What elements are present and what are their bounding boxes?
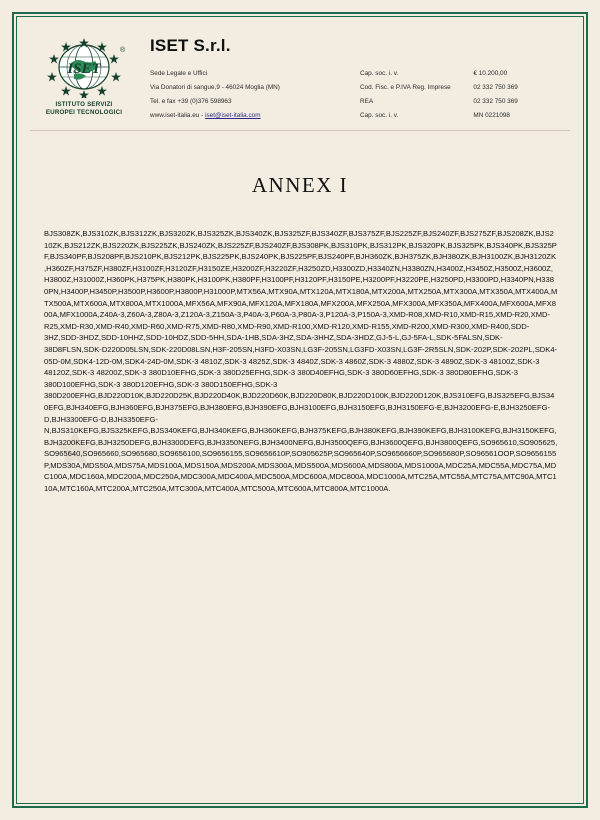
company-name: ISET S.r.l. [150, 36, 231, 55]
globe-stars-logo-icon [40, 36, 128, 98]
info-left: Via Donatori di sangue,9 - 46024 Moglia (MN) [150, 83, 280, 91]
company-logo [30, 34, 138, 117]
info-right: € 10.200,00 [473, 69, 508, 77]
svg-text:ISET: ISET [67, 61, 101, 77]
info-middle: Cap. soc. i. v. [360, 69, 399, 77]
logo-caption [30, 101, 138, 117]
company-details [138, 34, 570, 122]
info-left-website [150, 108, 360, 122]
logo-caption-line-2: EUROPEI TECNOLOGICI [45, 109, 123, 116]
svg-text:®: ® [120, 47, 126, 54]
info-right: MN 0221098 [473, 111, 510, 119]
info-right: 02 332 750 369 [473, 97, 518, 105]
page-content [30, 28, 570, 792]
info-left: Tel. e fax +39 (0)376 598963 [150, 97, 232, 105]
page-title: ANNEX I [251, 173, 349, 197]
website-text: www.iset-italia.eu - [150, 111, 206, 119]
annex-part-number-list: BJS308ZK,BJS310ZK,BJS312ZK,BJS320ZK,BJS325ZK,BJS340ZK,BJS325ZF,BJS340ZF,BJS375ZF,BJS225ZF,BJS240ZF,BJS275ZF,BJS208ZK,BJS210ZK,BJS212ZK,BJS220ZK,BJS225ZK,BJS240ZK,BJS225ZF,BJS240ZF,BJS308PK,BJS310PK,BJS312PK,BJS320PK,BJS325PK,BJS340PK,BJS325PF,BJS340PF,BJS208PF,BJS210PK,BJS212PK,BJS225PK,BJS240PK,BJS225PF,BJS240PF,BJH360ZK,BJH375ZK,BJH380ZK,BJH3100ZK,BJH3120ZK,H360ZF,H375ZF,H380ZF,H3100ZF,H3120ZF,H3150ZE,H3200ZF,H3220ZF,H3250ZD,H3300ZD,H3340ZN,H3380ZN,H3400Z,H3450Z,H3500Z,H3600Z,H3800Z,H31000Z,H360PK,H375PK,H380PK,H3100PK,H380PF,H3100PF,H3120PF,H3150PE,H3200PF,H3220PE,H3250PD,H3300PD,H3340PN,H3380PN,H3400P,H3450P,H3500P,H3600P,H3800P,H31000P,MTX56A,MTX90A,MTX120A,MTX180A,MTX200A,MTX250A,MTX300A,MTX350A,MTX400A,MTX500A,MTX600A,MTX800A,MTX1000A,MFX56A,MFX90A,MFX120A,MFX180A,MFX200A,MFX250A,MFX300A,MFX350A,MFX400A,MFX600A,MFX800A,MFX1000A,Z40A-3,Z60A-3,Z80A-3,Z120A-3,Z150A-3,P40A-3,P60A-3,P80A-3,P120A-3,P150A-3,XMD-R08,XMD-R10,XMD-R15,XMD-R20,XMD-R25,XMD-R30,XMD-R40,XMD-R60,XMD-R75,XMD-R80,XMD-R90,XMD-R100,XMD-R120,XMD-R155,XMD-R200,XMD-R300,XMD-R400,SDD-3HZ,SDD-3HDZ,SDD-10HHZ,SDD-10HDZ,SDD-5HH,SDA-1HB,SDA-3HZ,SDA-3HHZ,SDA-3HDZ,GJ-5-L,GJ-5FA-L,SDK-5FALSN,SDK-38D8FLSN,SDK-D220D05LSN,SDK-220D08LSN,H3F-205SN,H3FD-X03SN,LG3F-205SN,LG3FD-X03SN,LG3F-2R5SLN,SDK-202P,SDK-202PL,SDK4-05D-0M,SDK4-12D-0M,SDK4-24D-0M,SDK-3 4810Z,SDK-3 4825Z,SDK-3 4840Z,SDK-3 4860Z,SDK-3 4880Z,SDK-3 4890Z,SDK-3 48100Z,SDK-3 48120Z,SDK-3 48200Z,SDK-3 380D10EFHG,SDK-3 380D25EFHG,SDK-3 380D40EFHG,SDK-3 380D60EFHG,SDK-3 380D80EFHG,SDK-3 380D100EFHG,SDK-3 380D120EFHG,SDK-3 380D150EFHG,SDK-3 380D200EFHG,BJD220D10K,BJD220D25K,BJD220D40K,BJD220D60K,BJD220D80K,BJD220D100K,BJD220D120K,BJS310EFG,BJS325EFG,BJS340EFG,BJH340EFG,BJH360EFG,BJH375EFG,BJH380EFG,BJH390EFG,BJH3100EFG,BJH3150EFG,BJH3150EFG-E,BJH3200EFG-E,BJH3250EFG-D,BJH3300EFG-D,BJH3350EFG-N,BJS310KEFG,BJS325KEFG,BJS340KEFG,BJH340KEFG,BJH360KEFG,BJH375KEFG,BJH380KEFG,BJH390KEFG,BJH3100KEFG,BJH3150KEFG,BJH3200KEFG,BJH3250DEFG,BJH3300DEFG,BJH3350NEFG,BJH3400NEFG,BJH3500QEFG,BJH3600QEFG,BJH3800QEFG,SO965610,SO905625,SO965640,SO965660,SO965680,SO9656100,SO9656155,SO9656610P,SO905625P,SO965640P,SO9656660P,SO965680P,SO96561OOP,SO9656155P,MDS30A,MDS50A,MDS75A,MDS100A,MDS150A,MDS200A,MDS300A,MDS500A,MDS600A,MDS800A,MDS1000A,MDC25A,MDC55A,MDC75A,MDC100A,MDC160A,MDC200A,MDC250A,MDC300A,MDC400A,MDC500A,MDC600A,MDC800A,MDC1000A,MTC25A,MTC55A,MTC75A,MTC90A,MTC110A,MTC160A,MTC200A,MTC250A,MTC300A,MTC400A,MTC500A,MTC600A,MTC800A,MTC1000A. [44, 229, 558, 494]
info-right: 02 332 750 369 [473, 83, 518, 91]
info-row [150, 80, 570, 94]
email-link[interactable]: iset@iset-italia.com [205, 111, 261, 119]
header-divider [30, 130, 570, 131]
info-middle: Cod. Fisc. e P.IVA Reg. Imprese [360, 83, 451, 91]
info-row [150, 66, 570, 80]
company-info-table [150, 66, 570, 122]
info-middle: REA [360, 97, 374, 105]
info-row [150, 108, 570, 122]
info-row [150, 94, 570, 108]
info-middle: Cap. soc. i. v. [360, 111, 399, 119]
logo-caption-line-1: ISTITUTO SERVIZI [55, 101, 113, 108]
info-left: Sede Legale e Uffici [150, 69, 208, 77]
letterhead [30, 28, 570, 122]
